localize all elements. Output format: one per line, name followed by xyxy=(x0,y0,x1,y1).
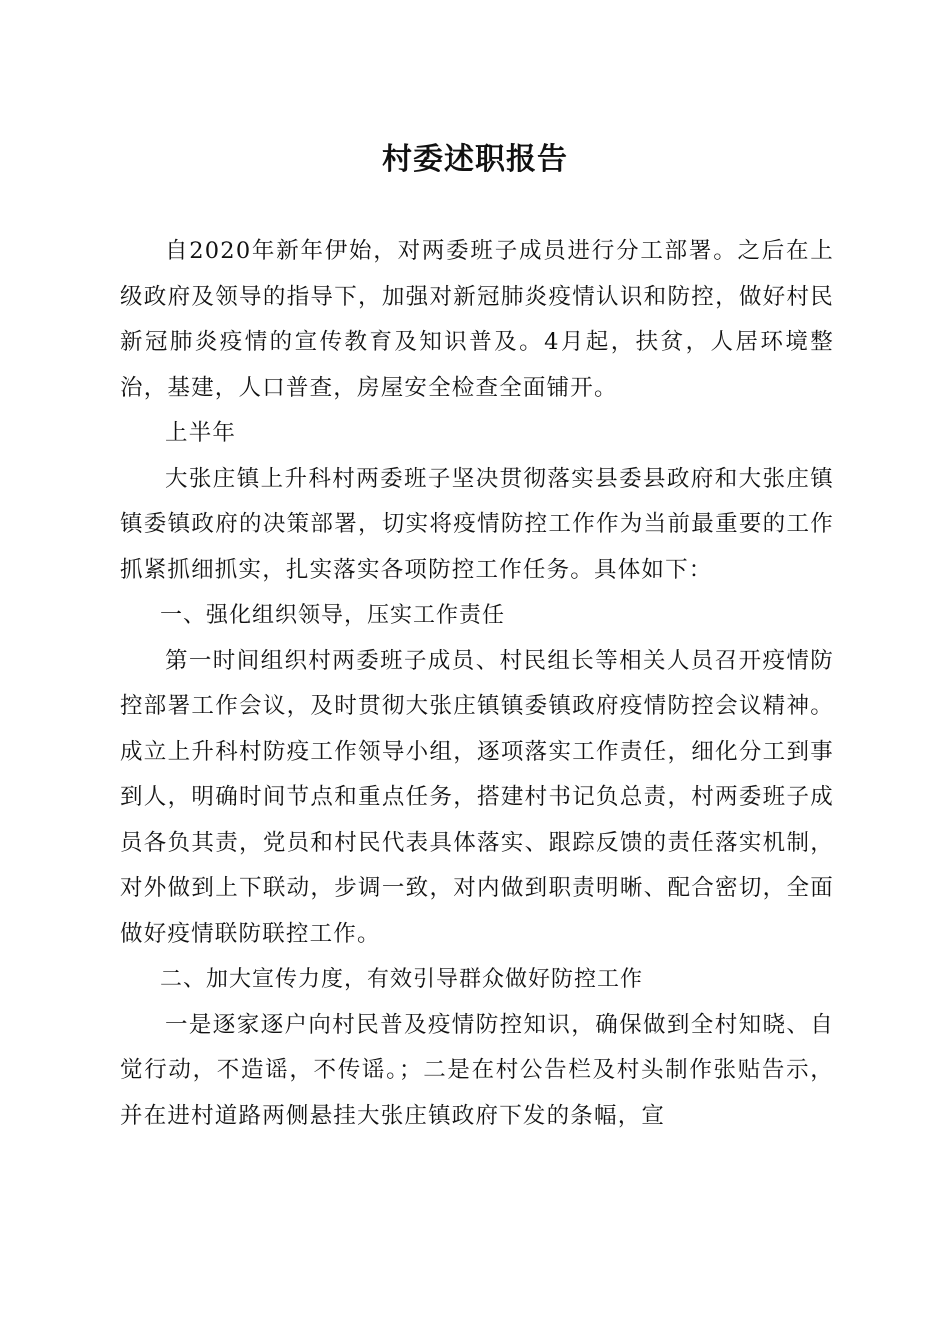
document-title: 村委述职报告 xyxy=(382,142,568,177)
overview-paragraph: 大张庄镇上升科村两委班子坚决贯彻落实县委县政府和大张庄镇镇委镇政府的决策部署，切实将疫情防控工作作为当前最重要的工作抓紧抓细抓实，扎实落实各项防控工作任务。具体如下： xyxy=(120,465,834,583)
section-2-paragraph: 一是逐家逐户向村民普及疫情防控知识，确保做到全村知晓、自觉行动，不造谣，不传谣。；二是在村公告栏及村头制作张贴告示，并在进村道路两侧悬挂大张庄镇政府下发的条幅，宣 xyxy=(120,1011,834,1129)
section-heading-1: 一、强化组织领导，压实工作责任 xyxy=(160,603,506,628)
intro-paragraph: 自2020年新年伊始，对两委班子成员进行分工部署。之后在上级政府及领导的指导下，加强对新冠肺炎疫情认识和防控，做好村民新冠肺炎疫情的宣传教育及知识普及。4月起，扶贫，人居环境整治，基建，人口普查，房屋安全检查全面铺开。 xyxy=(120,238,834,401)
document-body xyxy=(120,229,834,1139)
section-heading-2: 二、加大宣传力度，有效引导群众做好防控工作 xyxy=(160,967,644,992)
section-1-paragraph: 第一时间组织村两委班子成员、村民组长等相关人员召开疫情防控部署工作会议，及时贯彻大张庄镇镇委镇政府疫情防控会议精神。成立上升科村防疫工作领导小组，逐项落实工作责任，细化分工到事到人，明确时间节点和重点任务，搭建村书记负总责，村两委班子成员各负其责，党员和村民代表具体落实、跟踪反馈的责任落实机制，对外做到上下联动，步调一致，对内做到职责明晰、配合密切，全面做好疫情联防联控工作。 xyxy=(120,647,834,947)
section-label-first-half: 上半年 xyxy=(165,420,237,446)
